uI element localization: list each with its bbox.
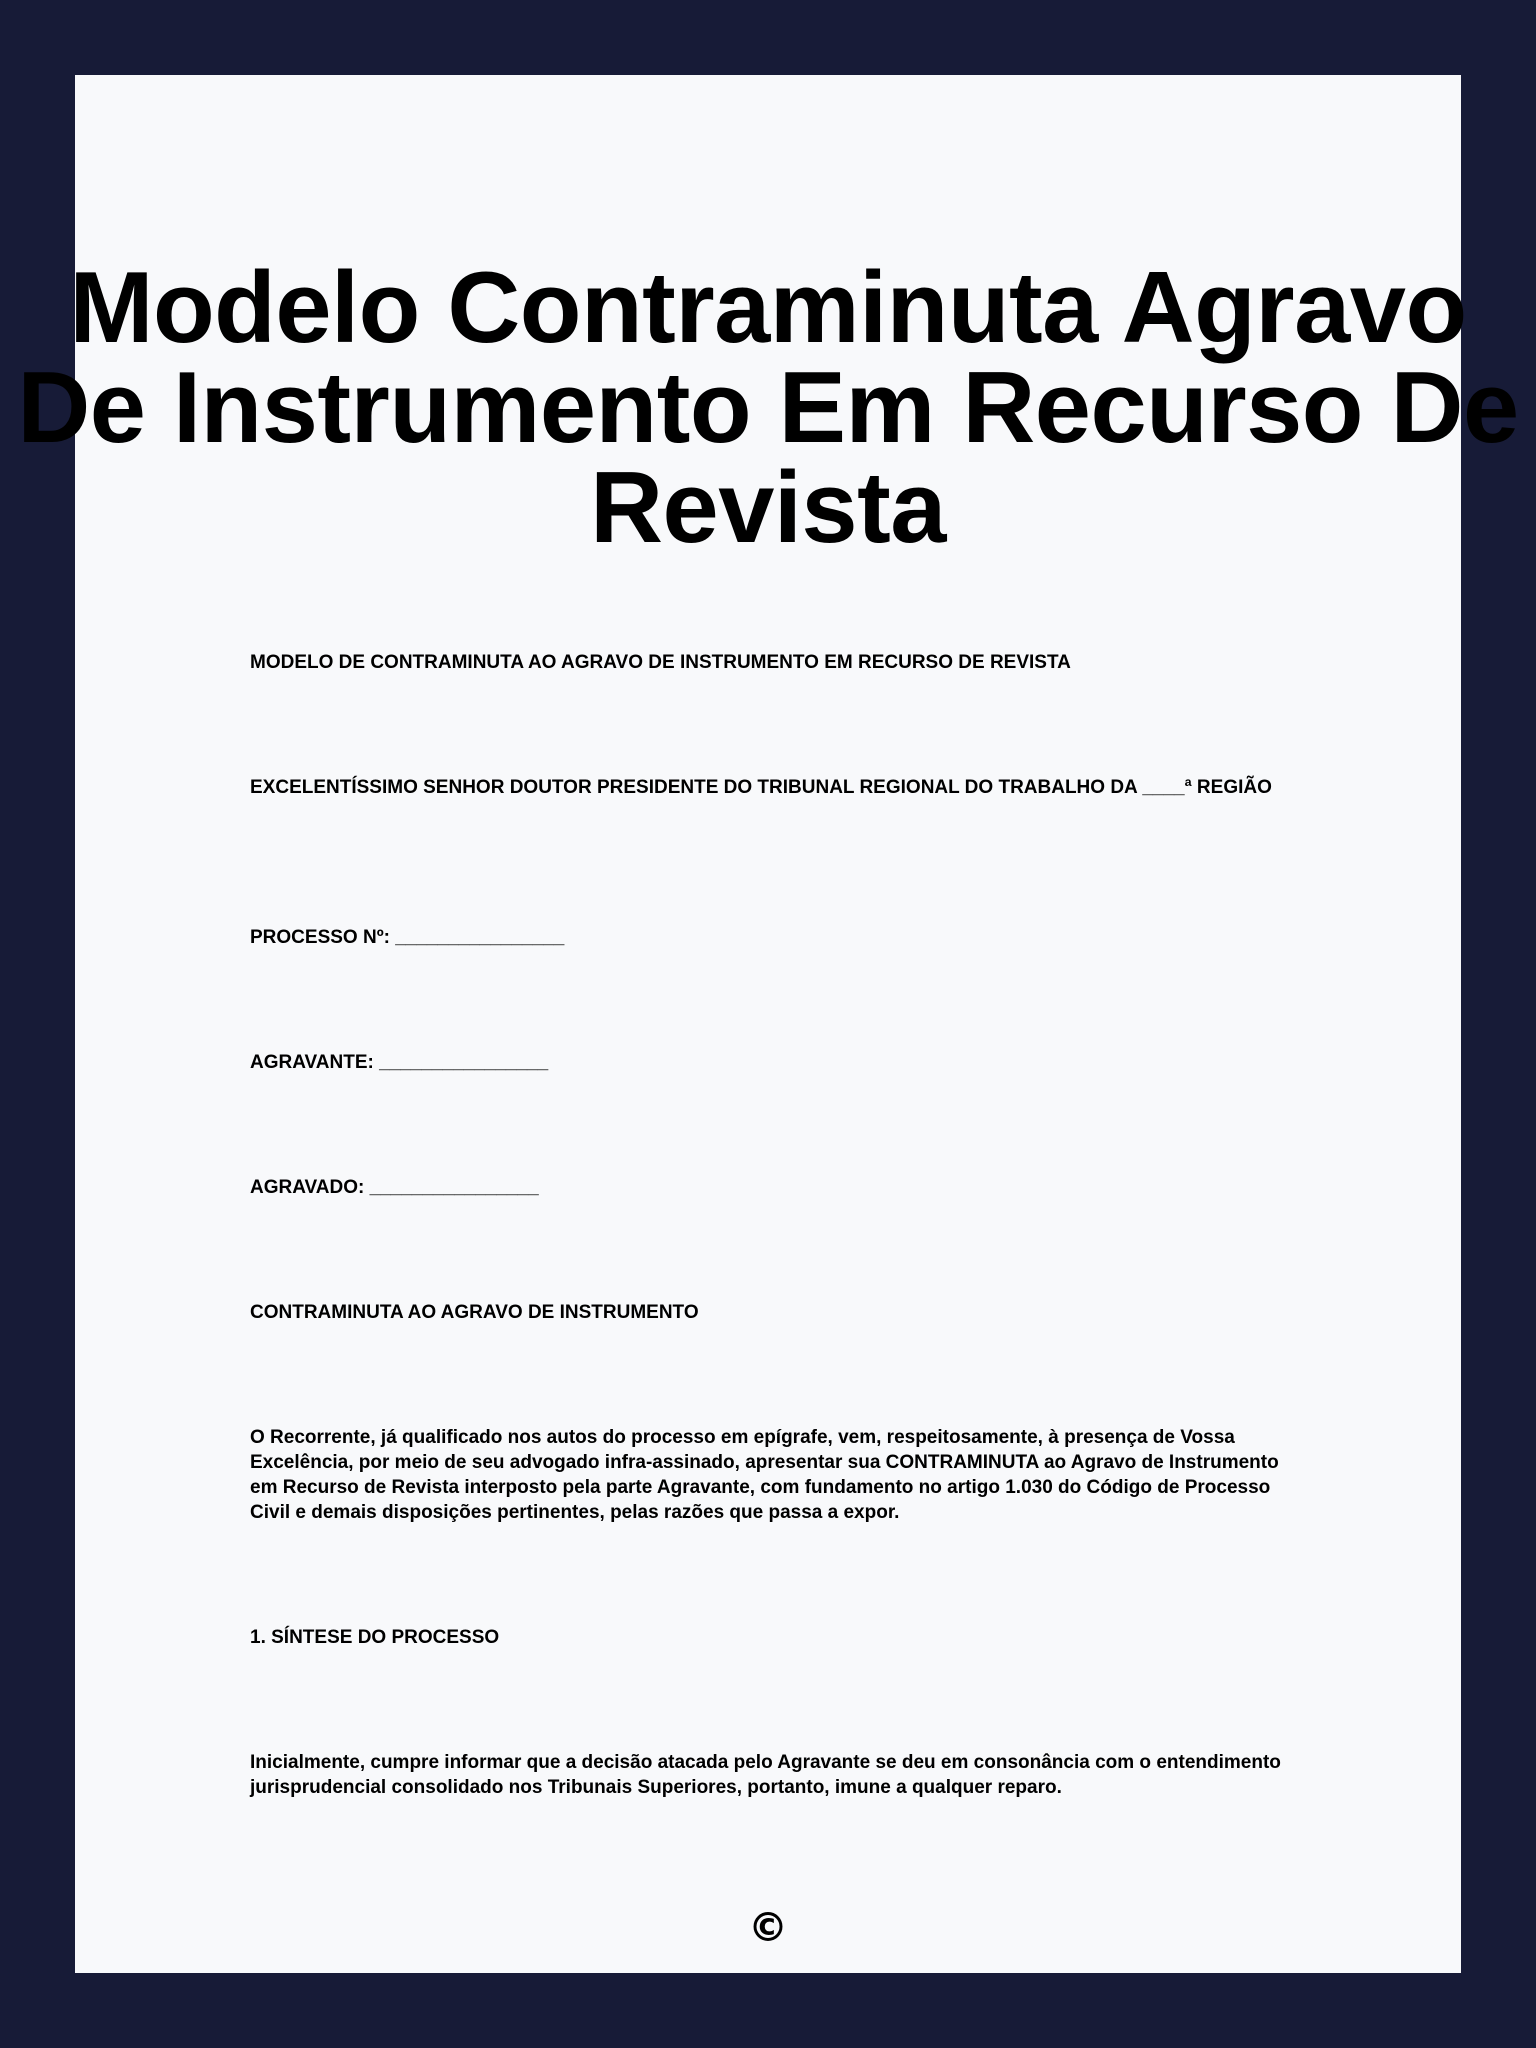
section-heading-contraminuta: CONTRAMINUTA AO AGRAVO DE INSTRUMENTO — [250, 1302, 699, 1323]
copyright-icon: © — [748, 1905, 788, 1951]
document-heading: MODELO DE CONTRAMINUTA AO AGRAVO DE INSTRUMENTO EM RECURSO DE REVISTA — [250, 652, 1071, 673]
addressee-paragraph: EXCELENTÍSSIMO SENHOR DOUTOR PRESIDENTE DO TRIBUNAL REGIONAL DO TRABALHO DA ____ª REGIÃO — [250, 777, 1272, 798]
process-number-field: PROCESSO Nº: ________________ — [250, 927, 565, 948]
appellant-field: AGRAVANTE: ________________ — [250, 1052, 549, 1073]
appellee-field: AGRAVADO: ________________ — [250, 1177, 539, 1198]
section-heading-sintese: 1. SÍNTESE DO PROCESSO — [250, 1627, 500, 1648]
intro-paragraph: O Recorrente, já qualificado nos autos do processo em epígrafe, vem, respeitosamente, à presença de Vossa Excelência, por meio de seu advogado infra-assinado, apresentar sua CONTRAMINUTA ao Agravo de Instrumento em Recurso de Revista interposto pela parte Agravante, com fundamento no artigo 1.030 do Código de Processo Civil e demais disposições pertinentes, pelas razões que passa a expor. — [250, 1427, 1279, 1523]
sintese-paragraph: Inicialmente, cumpre informar que a decisão atacada pelo Agravante se deu em consonância com o entendimento jurisprudencial consolidado nos Tribunais Superiores, portanto, imune a qualquer reparo. — [250, 1752, 1281, 1798]
document-title: Modelo Contraminuta Agravo De Instrumento Em Recurso De Revista — [17, 252, 1519, 564]
